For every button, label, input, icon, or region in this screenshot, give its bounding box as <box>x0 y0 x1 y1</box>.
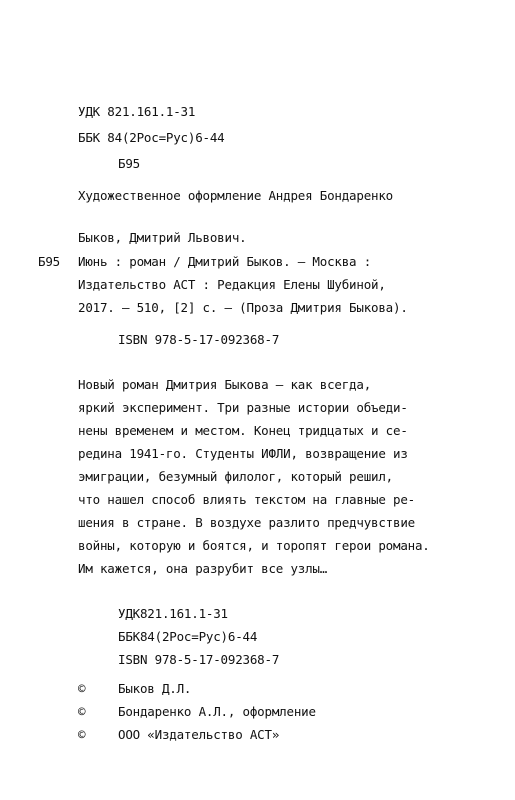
copyright-holder: Бондаренко А.Л., оформление <box>118 704 316 719</box>
catalog-author-mark: Б95 <box>38 254 60 269</box>
index-isbn: ISBN 978-5-17-092368-7 <box>118 652 280 667</box>
index-udk: УДК821.161.1-31 <box>118 606 228 621</box>
catalog-line: Июнь : роман / Дмитрий Быков. — Москва : <box>78 254 372 269</box>
copyright-holder: ООО «Издательство АСТ» <box>118 727 280 742</box>
catalog-line: 2017. — 510, [2] с. — (Проза Дмитрия Быкова). <box>78 300 408 315</box>
catalog-author-heading: Быков, Дмитрий Львович. <box>78 230 247 245</box>
annotation-line: нены временем и местом. Конец тридцатых и се- <box>78 423 408 438</box>
annotation-line: Новый роман Дмитрия Быкова — как всегда, <box>78 377 372 392</box>
copyright-holder: Быков Д.Л. <box>118 681 192 696</box>
catalog-line: Издательство АСТ : Редакция Елены Шубиной, <box>78 277 386 292</box>
udk-code: УДК 821.161.1-31 <box>78 104 196 119</box>
annotation-line: эмиграции, безумный филолог, который решил, <box>78 469 394 484</box>
annotation-line: войны, которую и боятся, и торопят герои романа. <box>78 538 430 553</box>
index-bbk: ББК84(2Рос=Рус)6-44 <box>118 629 258 644</box>
copyright-symbol: © <box>78 727 86 742</box>
annotation-line: что нашел способ влиять текстом на главные ре- <box>78 492 415 507</box>
copyright-symbol: © <box>78 681 86 696</box>
design-credit: Художественное оформление Андрея Бондаренко <box>78 188 394 203</box>
author-mark: Б95 <box>118 156 140 171</box>
bbk-code: ББК 84(2Рос=Рус)6-44 <box>78 130 225 145</box>
annotation-line: редина 1941-го. Студенты ИФЛИ, возвращение из <box>78 446 408 461</box>
annotation-line: шения в стране. В воздухе разлито предчувствие <box>78 515 415 530</box>
copyright-symbol: © <box>78 704 86 719</box>
annotation-line: яркий эксперимент. Три разные истории объеди- <box>78 400 408 415</box>
catalog-isbn: ISBN 978-5-17-092368-7 <box>118 332 280 347</box>
annotation-line: Им кажется, она разрубит все узлы… <box>78 561 328 576</box>
